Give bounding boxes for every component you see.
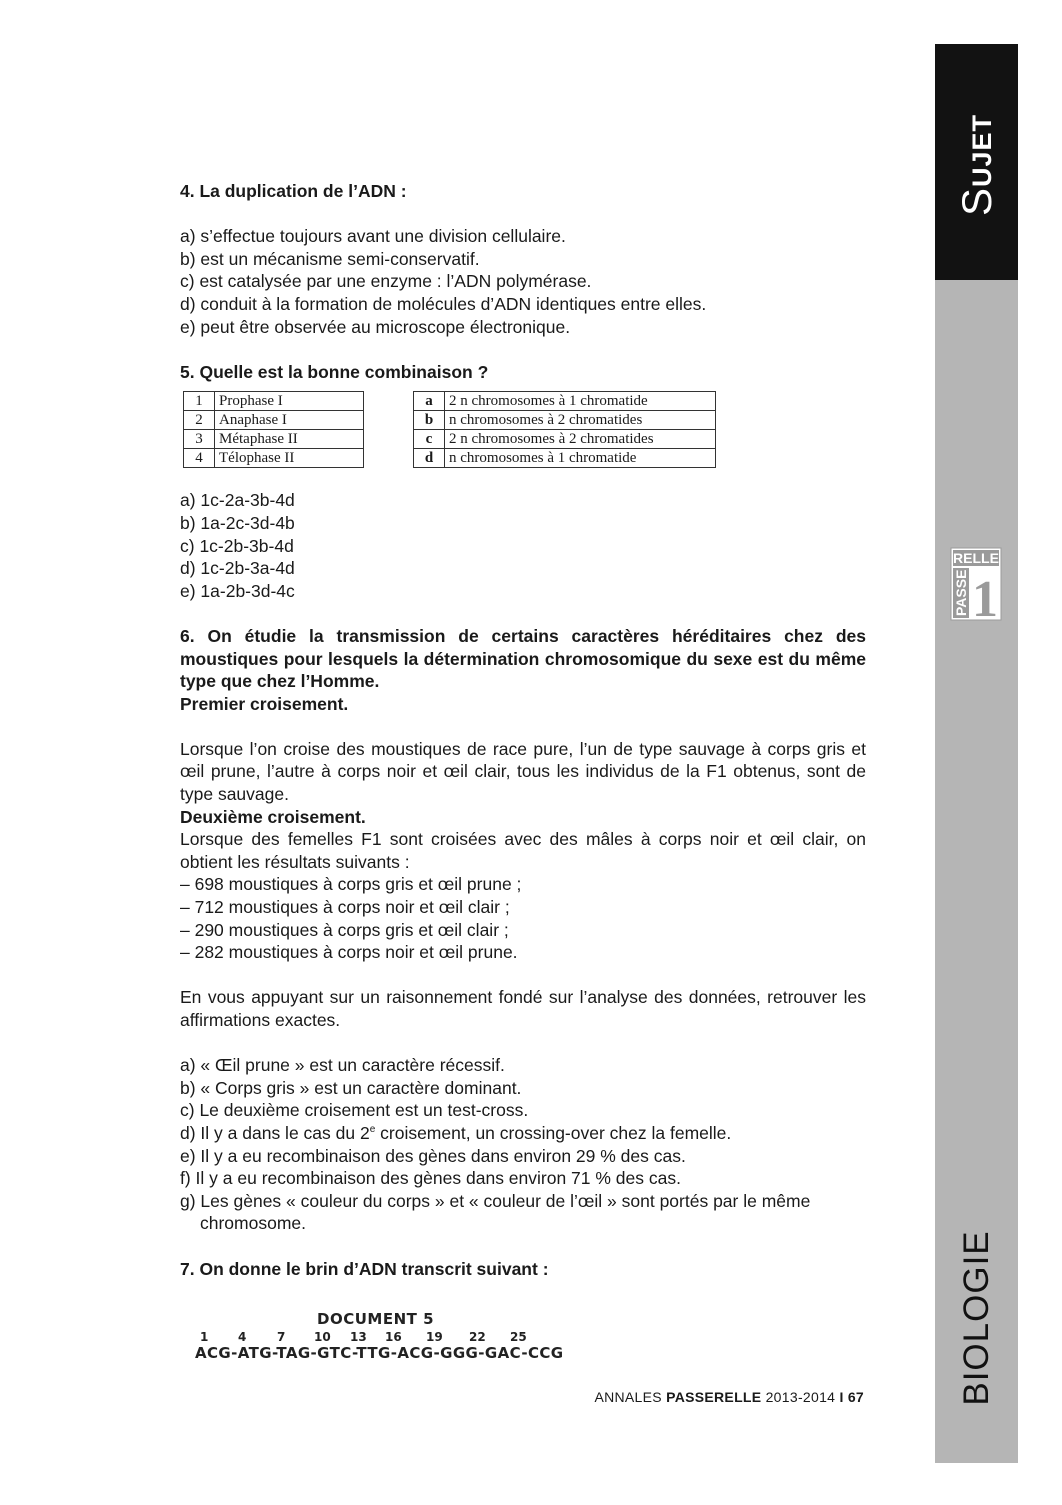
phase-num: 3 [184, 430, 215, 449]
q6-option-b: b) « Corps gris » est un caractère dominant. [180, 1077, 522, 1098]
question-7-title: 7. On donne le brin d’ADN transcrit suivant : [180, 1258, 549, 1279]
chromosome-text: n chromosomes à 2 chromatides [445, 411, 716, 430]
document-5-title: DOCUMENT 5 [317, 1310, 435, 1328]
cross-1-text: Lorsque l’on croise des moustiques de race pure, l’un de type sauvage à corps gris et œil prune, l’autre à corps noir et œil clair, tous les individus de la F1 obtenus, sont de type sauvage. [180, 738, 866, 805]
q4-option-b: b) est un mécanisme semi-conservatif. [180, 248, 480, 269]
result-item: – 282 moustiques à corps noir et œil prune. [180, 942, 518, 963]
q6-option-f: f) Il y a eu recombinaison des gènes dans environ 71 % des cas. [180, 1168, 681, 1189]
sequence-position: 7 [277, 1330, 286, 1344]
chromosome-text: 2 n chromosomes à 1 chromatide [445, 392, 716, 411]
chromosome-letter: d [414, 449, 445, 468]
table-row [184, 430, 364, 449]
q6-option-g-continued: chromosome. [200, 1213, 307, 1234]
chromosome-text: 2 n chromosomes à 2 chromatides [445, 430, 716, 449]
sequence-position: 19 [426, 1330, 443, 1344]
sequence-position: 10 [314, 1330, 331, 1344]
document-5 [195, 1310, 575, 1370]
question-6-title: 6. On étudie la transmission de certains caractères héréditaires chez des moustiques pour lesquels la détermination chromosomique du sexe est du même type que chez l’Homme. [180, 625, 866, 692]
q6-option-c: c) Le deuxième croisement est un test-cross. [180, 1100, 529, 1121]
table-row [414, 449, 716, 468]
page-content [180, 180, 866, 1280]
phase-label: Prophase I [215, 392, 364, 411]
q5-answer-b: b) 1a-2c-3d-4b [180, 512, 295, 533]
table-row [414, 411, 716, 430]
question-5-title: 5. Quelle est la bonne combinaison ? [180, 361, 489, 382]
table-row [184, 392, 364, 411]
phase-label: Télophase II [215, 449, 364, 468]
badge-side-text: PASSE [953, 569, 969, 616]
result-item: – 698 moustiques à corps gris et œil prune ; [180, 874, 522, 895]
sujet-label: SUJET [953, 113, 1000, 217]
phase-num: 4 [184, 449, 215, 468]
phase-label: Anaphase I [215, 411, 364, 430]
footer-years: 2013-2014 [761, 1389, 840, 1405]
q4-option-e: e) peut être observée au microscope électronique. [180, 316, 571, 337]
cross-1-title: Premier croisement. [180, 693, 349, 714]
q5-answer-e: e) 1a-2b-3d-4c [180, 580, 295, 601]
cross-2-text: Lorsque des femelles F1 sont croisées avec des mâles à corps noir et œil clair, on obtient les résultats suivants : [180, 829, 866, 872]
table-row [184, 411, 364, 430]
q4-option-d: d) conduit à la formation de molécules d’ADN identiques entre elles. [180, 293, 707, 314]
q5-answer-a: a) 1c-2a-3b-4d [180, 490, 295, 511]
footer-brand: PASSERELLE [666, 1389, 762, 1405]
passerelle-1-badge [950, 547, 1002, 621]
subject-label: BIOLOGIE [957, 1230, 996, 1406]
q5-tables [180, 387, 866, 489]
q5-answer-d: d) 1c-2b-3a-4d [180, 558, 295, 579]
phase-num: 1 [184, 392, 215, 411]
badge-top-text: RELLE [953, 550, 999, 566]
result-item: – 290 moustiques à corps gris et œil clair ; [180, 919, 509, 940]
chromosome-letter: a [414, 392, 445, 411]
chromosome-letter: c [414, 430, 445, 449]
footer-prefix: ANNALES [594, 1389, 667, 1405]
q6-option-g: g) Les gènes « couleur du corps » et « couleur de l’œil » sont portés par le même [180, 1190, 811, 1211]
sequence-position: 16 [385, 1330, 402, 1344]
result-item: – 712 moustiques à corps noir et œil clair ; [180, 897, 510, 918]
sequence-position: 25 [510, 1330, 527, 1344]
badge-number: 1 [972, 571, 998, 621]
sequence-position: 13 [350, 1330, 367, 1344]
sequence-position: 22 [469, 1330, 486, 1344]
page-number: I 67 [839, 1389, 864, 1405]
chromosome-letter: b [414, 411, 445, 430]
table-row [414, 392, 716, 411]
chromosome-text: n chromosomes à 1 chromatide [445, 449, 716, 468]
page-footer [594, 1389, 864, 1405]
cross-2-title: Deuxième croisement. [180, 806, 366, 827]
phase-table [183, 391, 364, 468]
sequence-position: 1 [200, 1330, 209, 1344]
dna-sequence: ACG-ATG-TAG-GTC-TTG-ACG-GGG-GAC-CCG [195, 1344, 564, 1362]
q5-answer-c: c) 1c-2b-3b-4d [180, 535, 294, 556]
q6-option-d: d) Il y a dans le cas du 2e croisement, un crossing-over chez la femelle. [180, 1122, 732, 1143]
q4-option-a: a) s’effectue toujours avant une division cellulaire. [180, 226, 566, 247]
table-row [184, 449, 364, 468]
sequence-position: 4 [238, 1330, 247, 1344]
chromosome-table [413, 391, 716, 468]
q6-option-a: a) « Œil prune » est un caractère récessif. [180, 1055, 505, 1076]
q6-option-e: e) Il y a eu recombinaison des gènes dans environ 29 % des cas. [180, 1145, 686, 1166]
table-row [414, 430, 716, 449]
q4-option-c: c) est catalysée par une enzyme : l’ADN polymérase. [180, 271, 592, 292]
phase-label: Métaphase II [215, 430, 364, 449]
phase-num: 2 [184, 411, 215, 430]
q6-instruction: En vous appuyant sur un raisonnement fondé sur l’analyse des données, retrouver les affirmations exactes. [180, 987, 866, 1030]
question-4-title: 4. La duplication de l’ADN : [180, 181, 407, 201]
